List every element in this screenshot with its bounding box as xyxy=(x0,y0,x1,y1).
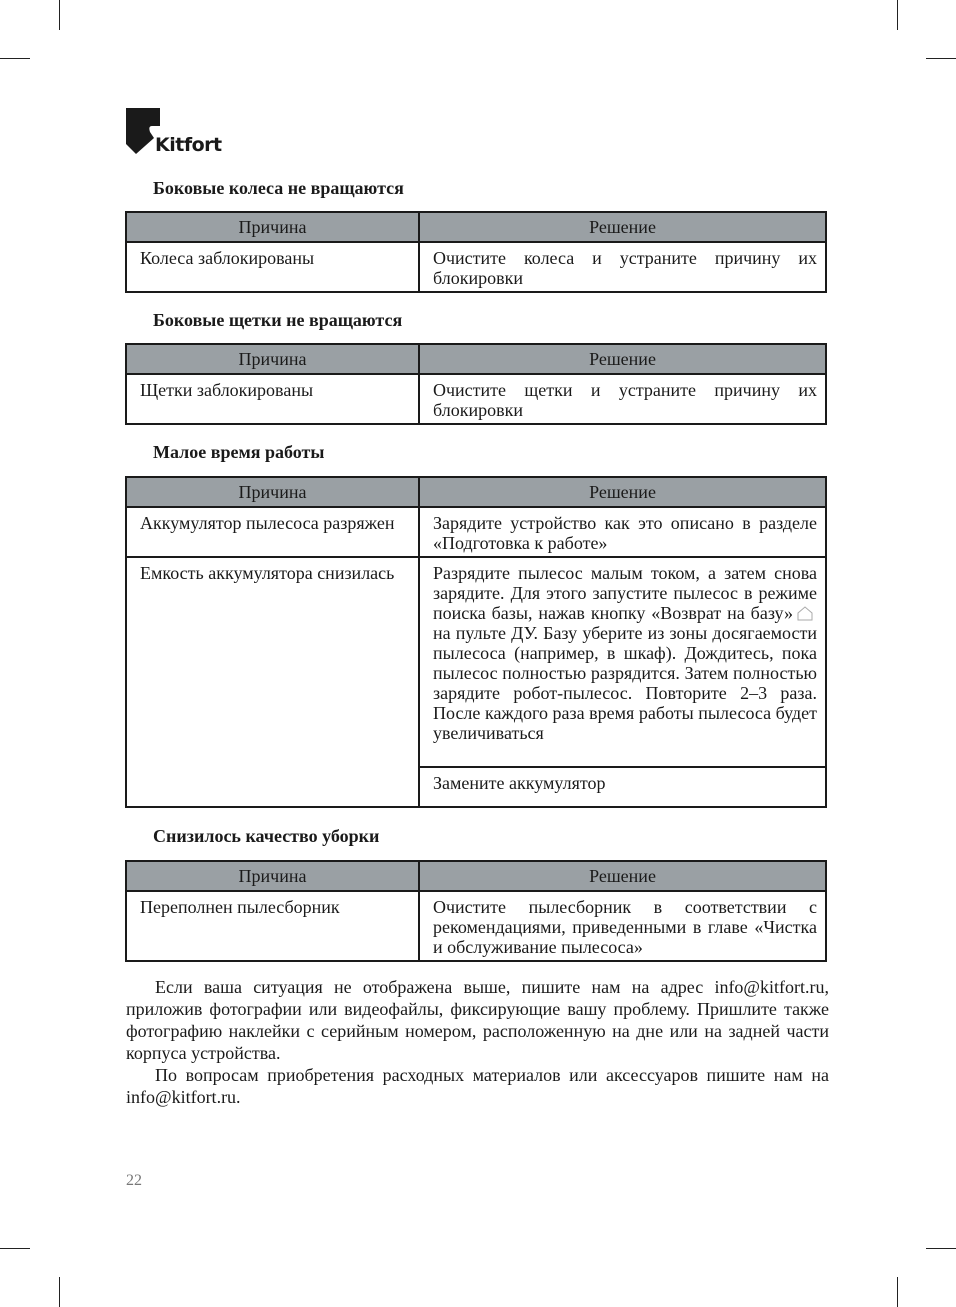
accessories-paragraph: По вопросам приобретения расходных материалов или аксессуаров пишите нам на info@kitfort.ru. xyxy=(126,1065,829,1107)
crop-mark xyxy=(0,1248,30,1249)
section-title: Боковые щетки не вращаются xyxy=(153,310,403,330)
contact-paragraph: Если ваша ситуация не отображена выше, пишите нам на адрес info@kitfort.ru, приложив фотографии или видеофайлы, фиксирующие вашу проблему. Пришлите также фотографию наклейки с серийным номером, расположенную на дне или на задней части корпуса устройства. xyxy=(126,977,829,1063)
header-cause: Причина xyxy=(126,861,419,891)
section-title: Снизилось качество уборки xyxy=(153,826,380,846)
solution-cell: Очистите колеса и устраните причину их блокировки xyxy=(419,242,826,292)
troubleshooting-table xyxy=(125,860,827,962)
troubleshooting-table xyxy=(125,211,827,293)
cause-cell: Аккумулятор пылесоса разряжен xyxy=(126,507,419,557)
header-solution: Решение xyxy=(419,861,826,891)
solution-text: на пульте ДУ. Базу уберите из зоны досягаемости пылесоса (например, в шкаф). Дождитесь, пока пылесос полностью разрядится. Затем полностью зарядите робот-пылесос. Повторите 2–3 раза. После каждого раза время работы пылесоса будет увеличиваться xyxy=(433,623,817,743)
header-cause: Причина xyxy=(126,212,419,242)
header-solution: Решение xyxy=(419,477,826,507)
header-cause: Причина xyxy=(126,477,419,507)
page-number: 22 xyxy=(126,1172,142,1189)
brand-name: Kitfort xyxy=(155,134,222,156)
crop-mark xyxy=(0,58,30,59)
header-cause: Причина xyxy=(126,344,419,374)
cause-cell: Колеса заблокированы xyxy=(126,242,419,292)
solution-cell: Зарядите устройство как это описано в разделе «Подготовка к работе» xyxy=(419,507,826,557)
solution-cell xyxy=(419,557,826,767)
section-title: Малое время работы xyxy=(153,442,325,462)
crop-mark xyxy=(897,1277,898,1307)
troubleshooting-table xyxy=(125,476,827,808)
header-solution: Решение xyxy=(419,212,826,242)
section-title: Боковые колеса не вращаются xyxy=(153,178,404,198)
cause-cell: Емкость аккумулятора снизилась xyxy=(126,557,419,807)
solution-cell: Очистите щетки и устраните причину их блокировки xyxy=(419,374,826,424)
cause-cell: Щетки заблокированы xyxy=(126,374,419,424)
crop-mark xyxy=(926,58,956,59)
solution-cell: Очистите пылесборник в соответствии с рекомендациями, приведенными в главе «Чистка и обслуживание пылесоса» xyxy=(419,891,826,961)
crop-mark xyxy=(897,0,898,30)
cause-cell: Переполнен пылесборник xyxy=(126,891,419,961)
solution-text: Разрядите пылесос малым током, а затем снова зарядите. Для этого запустите пылесос в режиме поиска базы, нажав кнопку «Возврат на базу» xyxy=(433,563,817,623)
crop-mark xyxy=(59,0,60,30)
troubleshooting-table xyxy=(125,343,827,425)
home-icon xyxy=(797,606,813,621)
header-solution: Решение xyxy=(419,344,826,374)
solution-cell: Замените аккумулятор xyxy=(419,767,826,807)
crop-mark xyxy=(59,1277,60,1307)
crop-mark xyxy=(926,1248,956,1249)
